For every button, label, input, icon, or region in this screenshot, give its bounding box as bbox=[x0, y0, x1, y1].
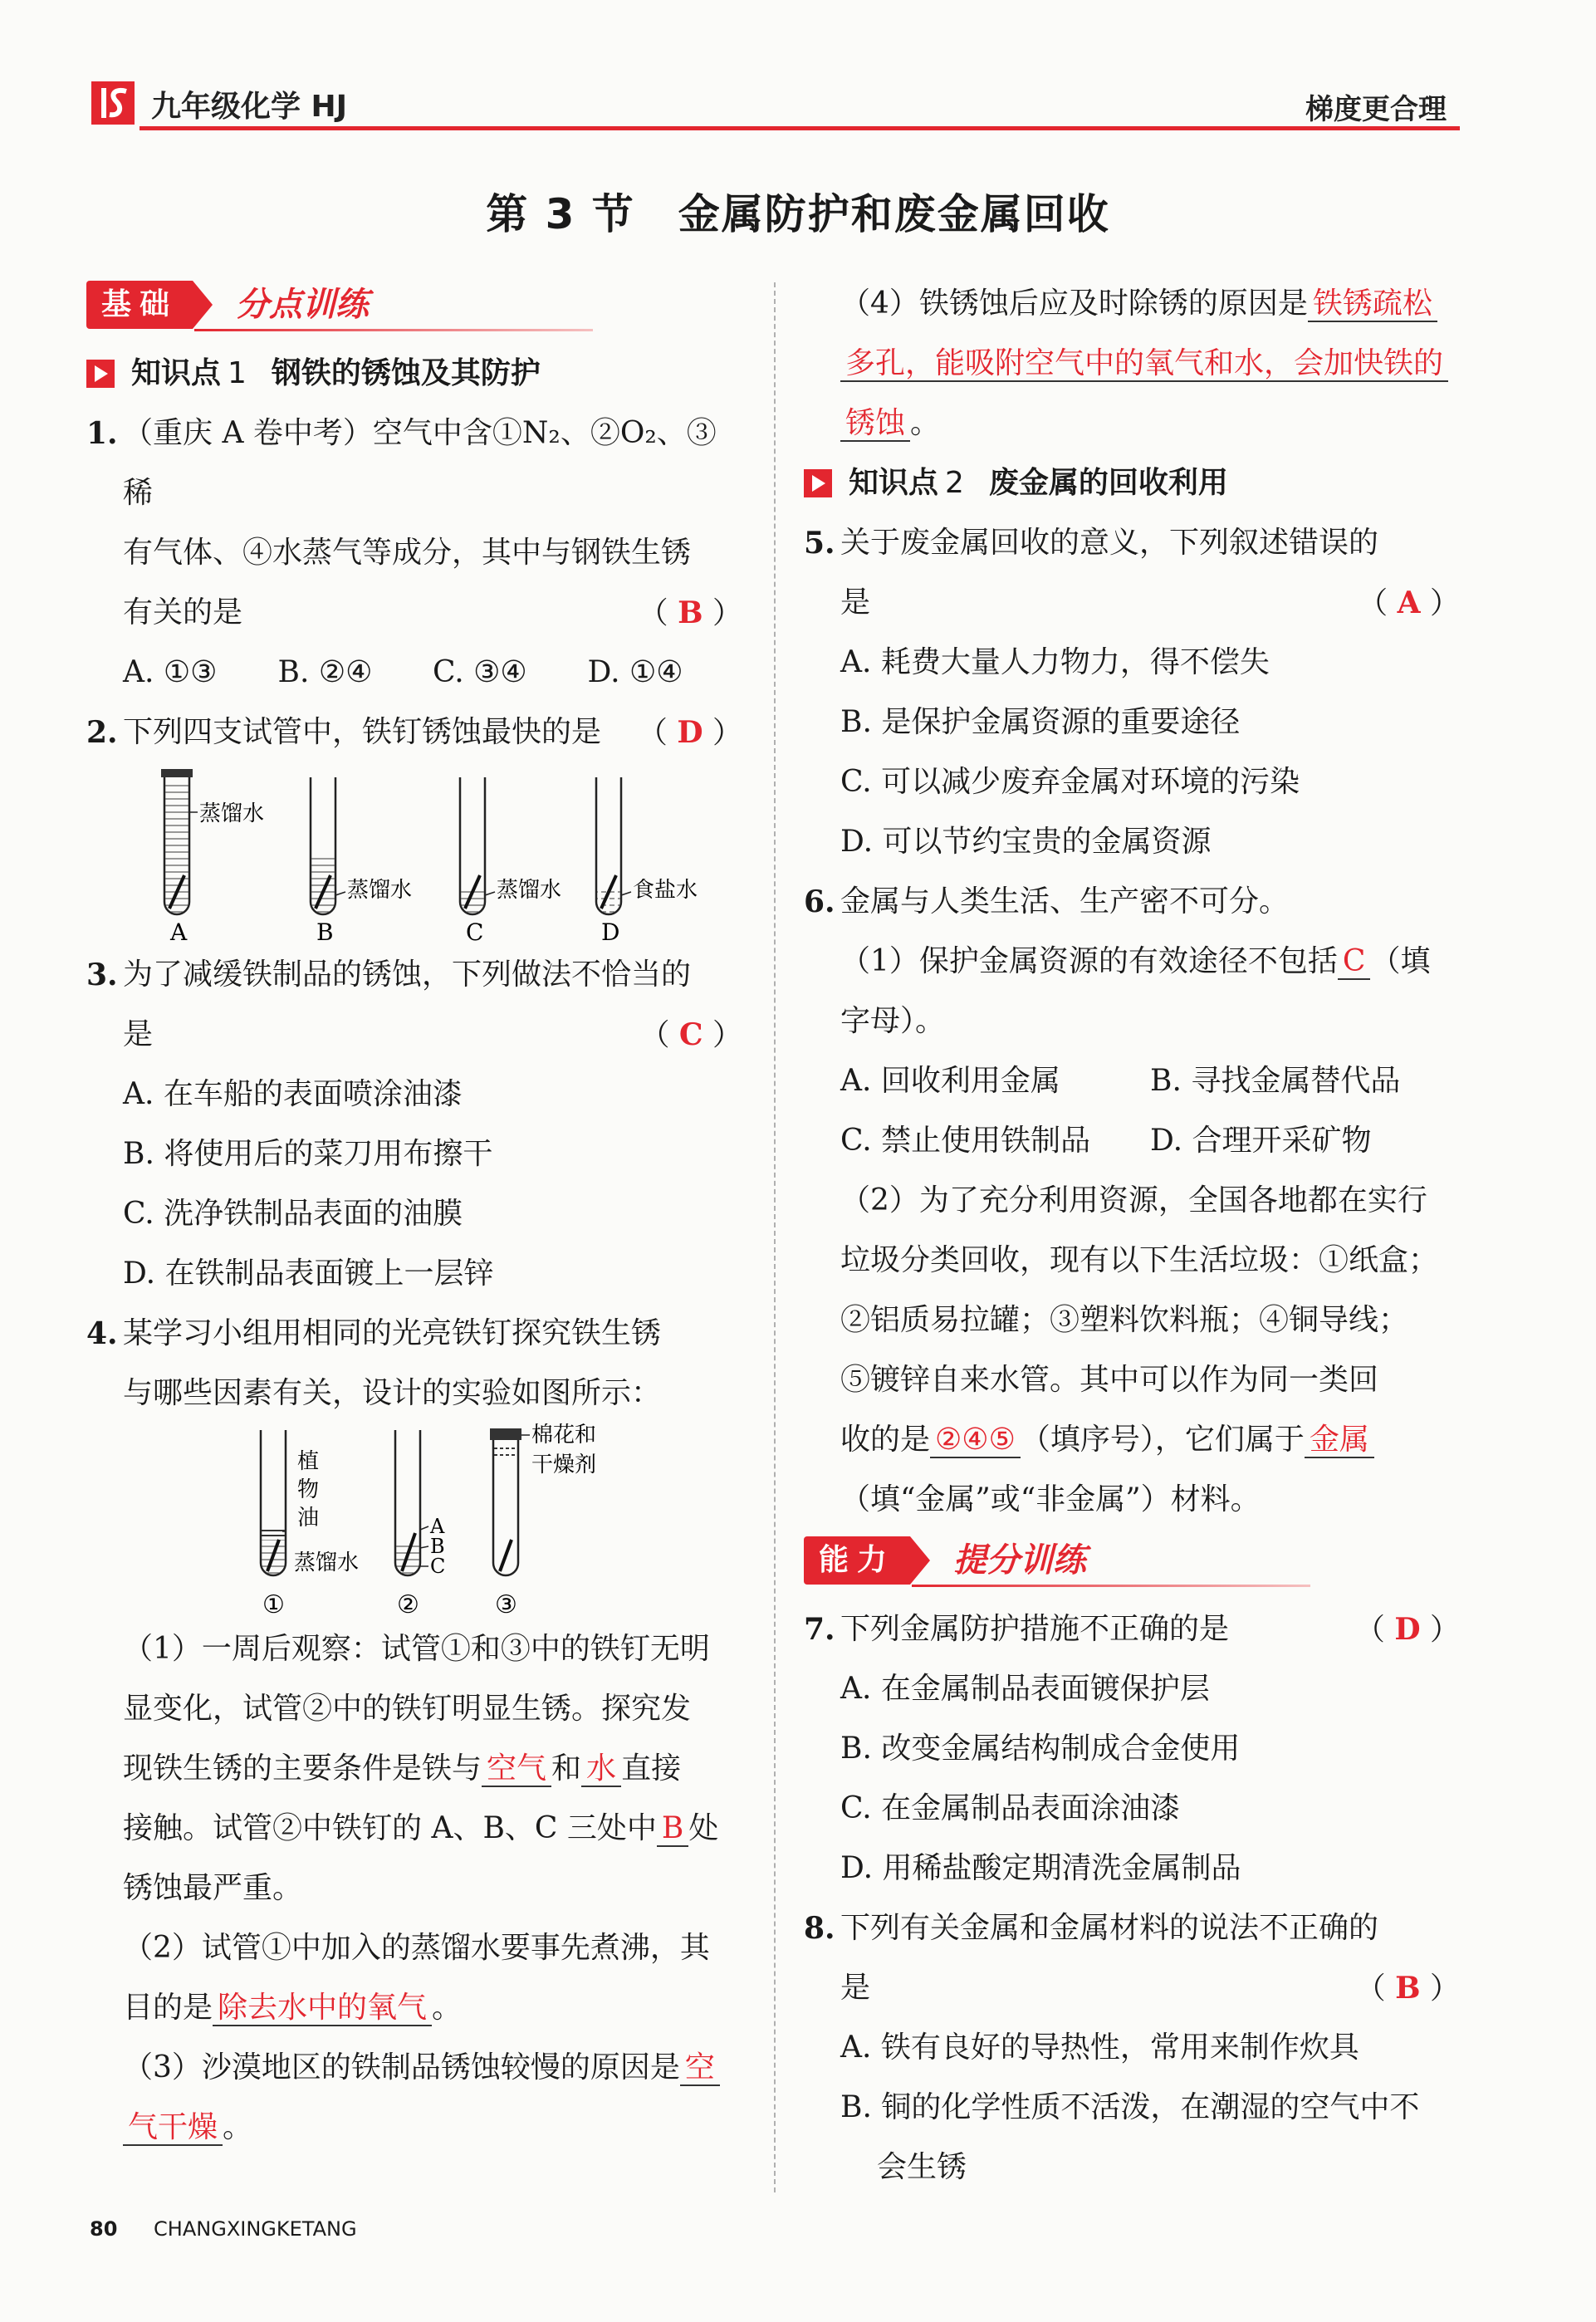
answer: C bbox=[678, 1017, 703, 1052]
option: D. ①④ bbox=[587, 655, 683, 689]
header-slogan: 梯度更合理 bbox=[1305, 93, 1447, 126]
answer-bracket: （ C ） bbox=[639, 1017, 742, 1052]
question-text: 下列金属防护措施不正确的是 bbox=[840, 1612, 1230, 1646]
answer: B bbox=[1395, 1971, 1421, 2006]
answer-bracket: （ D ） bbox=[1354, 1612, 1460, 1647]
tube-number: ② bbox=[397, 1590, 419, 1619]
cotton-label: 干燥剂 bbox=[531, 1452, 597, 1477]
figure-test-tubes-q2 bbox=[86, 762, 742, 945]
question-text: 是 bbox=[840, 1971, 871, 2005]
option: C. 在金属制品表面涂油漆 bbox=[840, 1791, 1181, 1825]
option: B. 将使用后的菜刀用布擦干 bbox=[123, 1137, 493, 1171]
option: C. 可以减少废弃金属对环境的污染 bbox=[840, 765, 1300, 799]
option: C. ③④ bbox=[433, 655, 527, 689]
text: 处 bbox=[688, 1811, 719, 1845]
option: B. ②④ bbox=[277, 655, 373, 689]
test-tubes-diagram bbox=[86, 762, 742, 945]
option: B. 寻找金属替代品 bbox=[1150, 1064, 1401, 1098]
text: （填 bbox=[1370, 944, 1431, 978]
question-text: 是 bbox=[123, 1017, 154, 1051]
figure-test-tubes-q4 bbox=[86, 1423, 742, 1619]
question-text: 是 bbox=[840, 585, 871, 620]
answer-blank: B bbox=[657, 1811, 688, 1847]
question-number: 6. bbox=[804, 884, 835, 919]
text: 直接 bbox=[621, 1751, 682, 1786]
question-text: 某学习小组用相同的光亮铁钉探究铁生锈 bbox=[123, 1316, 662, 1350]
knowledge-point-1 bbox=[86, 344, 742, 404]
question-number: 3. bbox=[86, 958, 118, 992]
tube-label: 食盐水 bbox=[633, 878, 698, 903]
question-6 bbox=[804, 872, 1460, 1051]
answer-bracket: （ D ） bbox=[637, 715, 742, 750]
question-number: 2. bbox=[86, 715, 118, 750]
banner-text: 分点训练 bbox=[236, 286, 369, 324]
options-row bbox=[804, 1111, 1460, 1171]
question-5 bbox=[804, 513, 1460, 872]
question-text bbox=[840, 1410, 1460, 1470]
point-label: B bbox=[430, 1535, 445, 1558]
kp-number: 1 bbox=[228, 356, 247, 390]
kp-label: 知识点 bbox=[131, 356, 222, 390]
publisher-logo-icon bbox=[90, 80, 136, 126]
question-number: 7. bbox=[804, 1612, 835, 1647]
play-triangle-icon bbox=[804, 469, 832, 497]
kp-label: 知识点 bbox=[849, 466, 939, 500]
banner-underline bbox=[194, 329, 593, 331]
question-text: 为了减缓铁制品的锈蚀，下列做法不恰当的 bbox=[123, 958, 692, 992]
tube-letter: B bbox=[316, 919, 334, 945]
tube-a bbox=[161, 769, 193, 914]
question-1 bbox=[86, 404, 742, 643]
text: （4）铁锈蚀后应及时除锈的原因是 bbox=[840, 287, 1308, 321]
q4-part-2 bbox=[86, 1918, 742, 2038]
kp-title: 废金属的回收利用 bbox=[988, 466, 1228, 500]
question-text: 显变化，试管②中的铁钉明显生锈。探究发 bbox=[123, 1692, 692, 1726]
tube-label: 蒸馏水 bbox=[347, 878, 413, 903]
left-column bbox=[86, 274, 742, 2158]
option: B. 是保护金属资源的重要途径 bbox=[840, 705, 1241, 739]
question-text bbox=[840, 334, 1460, 394]
column-divider bbox=[774, 282, 776, 2192]
text: （填序号），它们属于 bbox=[1020, 1423, 1305, 1457]
answer-bracket: （ B ） bbox=[638, 595, 742, 630]
option: A. 回收利用金属 bbox=[840, 1064, 1060, 1098]
question-2 bbox=[86, 703, 742, 762]
cotton-label: 棉花和 bbox=[531, 1423, 597, 1448]
answer-blank: 水 bbox=[581, 1751, 621, 1787]
question-text: 有关的是 bbox=[123, 595, 243, 629]
answer-blank: 空气 bbox=[482, 1751, 551, 1787]
banner-text: 提分训练 bbox=[953, 1541, 1086, 1580]
answer-blank: 多孔，能吸附空气中的氧气和水，会加快铁的 bbox=[840, 346, 1448, 382]
tube-c bbox=[460, 777, 485, 914]
option: C. 禁止使用铁制品 bbox=[840, 1124, 1091, 1158]
question-text: （2）为了充分利用资源，全国各地都在实行 bbox=[840, 1183, 1427, 1217]
answer: A bbox=[1397, 585, 1421, 620]
option: A. ①③ bbox=[123, 655, 218, 689]
text: 。 bbox=[223, 2110, 253, 2144]
text: （3）沙漠地区的铁制品锈蚀较慢的原因是 bbox=[123, 2050, 680, 2084]
question-text: ②铝质易拉罐；③塑料饮料瓶；④铜导线； bbox=[840, 1303, 1409, 1337]
tube-letter: A bbox=[170, 919, 188, 945]
banner-tag: 能力 bbox=[804, 1536, 910, 1585]
question-text: （填“金属”或“非金属”）材料。 bbox=[840, 1482, 1261, 1516]
answer: D bbox=[1394, 1612, 1421, 1647]
tube-b bbox=[311, 777, 335, 914]
tube-label: 蒸馏水 bbox=[199, 801, 265, 826]
answer: B bbox=[678, 595, 703, 630]
question-text: （2）试管①中加入的蒸馏水要事先煮沸，其 bbox=[123, 1931, 710, 1965]
question-text bbox=[123, 2098, 742, 2158]
option: A. 在车船的表面喷涂油漆 bbox=[123, 1077, 463, 1111]
text: 接触。试管②中铁钉的 A、B、C 三处中 bbox=[123, 1811, 657, 1845]
tube-2 bbox=[395, 1430, 420, 1575]
q4-part-1 bbox=[86, 1619, 742, 1918]
footer-brand: CHANGXINGKETANG bbox=[154, 2217, 357, 2241]
question-number: 4. bbox=[86, 1316, 118, 1351]
question-text: ⑤镀锌自来水管。其中可以作为同一类回 bbox=[840, 1363, 1379, 1397]
q4-part-4 bbox=[804, 274, 1460, 453]
text: 现铁生锈的主要条件是铁与 bbox=[123, 1751, 482, 1786]
play-triangle-icon bbox=[86, 360, 115, 388]
option: D. 合理开采矿物 bbox=[1150, 1124, 1372, 1158]
question-text: 字母）。 bbox=[840, 1004, 946, 1038]
banner-ability bbox=[804, 1531, 1460, 1591]
answer-bracket: （ B ） bbox=[1355, 1971, 1460, 2006]
option: D. 可以节约宝贵的金属资源 bbox=[840, 825, 1212, 859]
point-label: C bbox=[430, 1555, 446, 1578]
tube-label: 蒸馏水 bbox=[497, 878, 562, 903]
answer: D bbox=[677, 715, 703, 750]
question-text bbox=[123, 1739, 742, 1799]
question-text bbox=[840, 394, 1460, 453]
answer-blank: 除去水中的氧气 bbox=[213, 1991, 432, 2026]
water-label: 蒸馏水 bbox=[294, 1550, 360, 1575]
page-number: 80 bbox=[90, 2217, 118, 2241]
question-text: 垃圾分类回收，现有以下生活垃圾：①纸盒； bbox=[840, 1243, 1439, 1277]
kp-number: 2 bbox=[945, 466, 964, 500]
answer-blank: 锈蚀 bbox=[840, 406, 910, 442]
option: D. 在铁制品表面镀上一层锌 bbox=[123, 1257, 494, 1291]
question-text: 下列四支试管中，铁钉锈蚀最快的是 bbox=[123, 715, 602, 749]
section-title: 第 3 节 金属防护和废金属回收 bbox=[486, 190, 1110, 238]
question-7 bbox=[804, 1599, 1460, 1898]
answer-bracket: （ A ） bbox=[1358, 585, 1460, 620]
text: 和 bbox=[551, 1751, 582, 1786]
banner-basic bbox=[86, 276, 742, 336]
question-4 bbox=[86, 1304, 742, 1423]
answer-blank: ②④⑤ bbox=[930, 1423, 1021, 1458]
point-label: A bbox=[430, 1515, 445, 1538]
tube-letter: C bbox=[466, 919, 484, 945]
option: D. 用稀盐酸定期清洗金属制品 bbox=[840, 1851, 1241, 1885]
option: B. 改变金属结构制成合金使用 bbox=[840, 1732, 1241, 1766]
text: 收的是 bbox=[840, 1423, 931, 1457]
question-text bbox=[840, 274, 1460, 334]
tube-number: ① bbox=[262, 1590, 285, 1619]
oil-label: 植 物 油 bbox=[297, 1449, 320, 1531]
option: B. 铜的化学性质不活泼，在潮湿的空气中不 bbox=[840, 2090, 1420, 2124]
question-text: 下列有关金属和金属材料的说法不正确的 bbox=[840, 1911, 1379, 1945]
banner-tag: 基础 bbox=[86, 281, 193, 329]
question-text: 锈蚀最严重。 bbox=[123, 1871, 303, 1905]
text: 。 bbox=[432, 1991, 463, 2025]
option-continued: 会生锈 bbox=[877, 2150, 967, 2184]
options-row bbox=[86, 643, 742, 703]
tube-number: ③ bbox=[495, 1590, 517, 1619]
question-text: 有气体、④水蒸气等成分，其中与钢铁生锈 bbox=[123, 536, 692, 570]
question-8 bbox=[804, 1898, 1460, 2197]
tube-1 bbox=[261, 1430, 286, 1575]
banner-underline bbox=[912, 1585, 1310, 1587]
question-text bbox=[123, 1799, 742, 1859]
answer-blank: 气干燥 bbox=[123, 2110, 223, 2146]
answer-blank: 空 bbox=[680, 2050, 720, 2086]
header-book-title: 九年级化学 HJ bbox=[151, 90, 348, 124]
question-text bbox=[840, 932, 1460, 992]
kp-title: 钢铁的锈蚀及其防护 bbox=[271, 356, 541, 390]
answer-blank: C bbox=[1338, 944, 1371, 980]
question-text bbox=[123, 1978, 742, 2038]
option: A. 耗费大量人力物力，得不偿失 bbox=[840, 645, 1270, 679]
question-text: 关于废金属回收的意义，下列叙述错误的 bbox=[840, 526, 1379, 560]
q4-part-3 bbox=[86, 2038, 742, 2158]
question-text: （1）一周后观察：试管①和③中的铁钉无明 bbox=[123, 1632, 710, 1666]
question-text bbox=[123, 2038, 742, 2098]
option: A. 在金属制品表面镀保护层 bbox=[840, 1672, 1210, 1706]
tube-3 bbox=[490, 1428, 521, 1575]
answer-blank: 铁锈疏松 bbox=[1308, 287, 1437, 322]
question-number: 1. bbox=[86, 416, 118, 451]
options-row bbox=[804, 1051, 1460, 1111]
question-text: 金属与人类生活、生产密不可分。 bbox=[840, 884, 1290, 919]
question-number: 5. bbox=[804, 526, 835, 561]
tube-d bbox=[596, 777, 621, 914]
option: A. 铁有良好的导热性，常用来制作炊具 bbox=[840, 2031, 1359, 2065]
question-text: （重庆 A 卷中考）空气中含①N₂、②O₂、③稀 bbox=[123, 416, 717, 510]
text: 。 bbox=[910, 406, 941, 440]
tube-letter: D bbox=[601, 919, 620, 945]
question-number: 8. bbox=[804, 1911, 835, 1946]
option: C. 洗净铁制品表面的油膜 bbox=[123, 1197, 463, 1231]
text: （1）保护金属资源的有效途径不包括 bbox=[840, 944, 1338, 978]
question-text: 与哪些因素有关，设计的实验如图所示： bbox=[123, 1376, 662, 1410]
knowledge-point-2 bbox=[804, 453, 1460, 513]
right-column bbox=[804, 274, 1460, 2197]
q6-part-2 bbox=[804, 1171, 1460, 1530]
question-3 bbox=[86, 945, 742, 1304]
text: 目的是 bbox=[123, 1991, 213, 2025]
answer-blank: 金属 bbox=[1305, 1423, 1374, 1458]
experiment-diagram bbox=[86, 1423, 742, 1619]
header-rule bbox=[140, 126, 1460, 130]
page-footer bbox=[90, 2217, 357, 2241]
